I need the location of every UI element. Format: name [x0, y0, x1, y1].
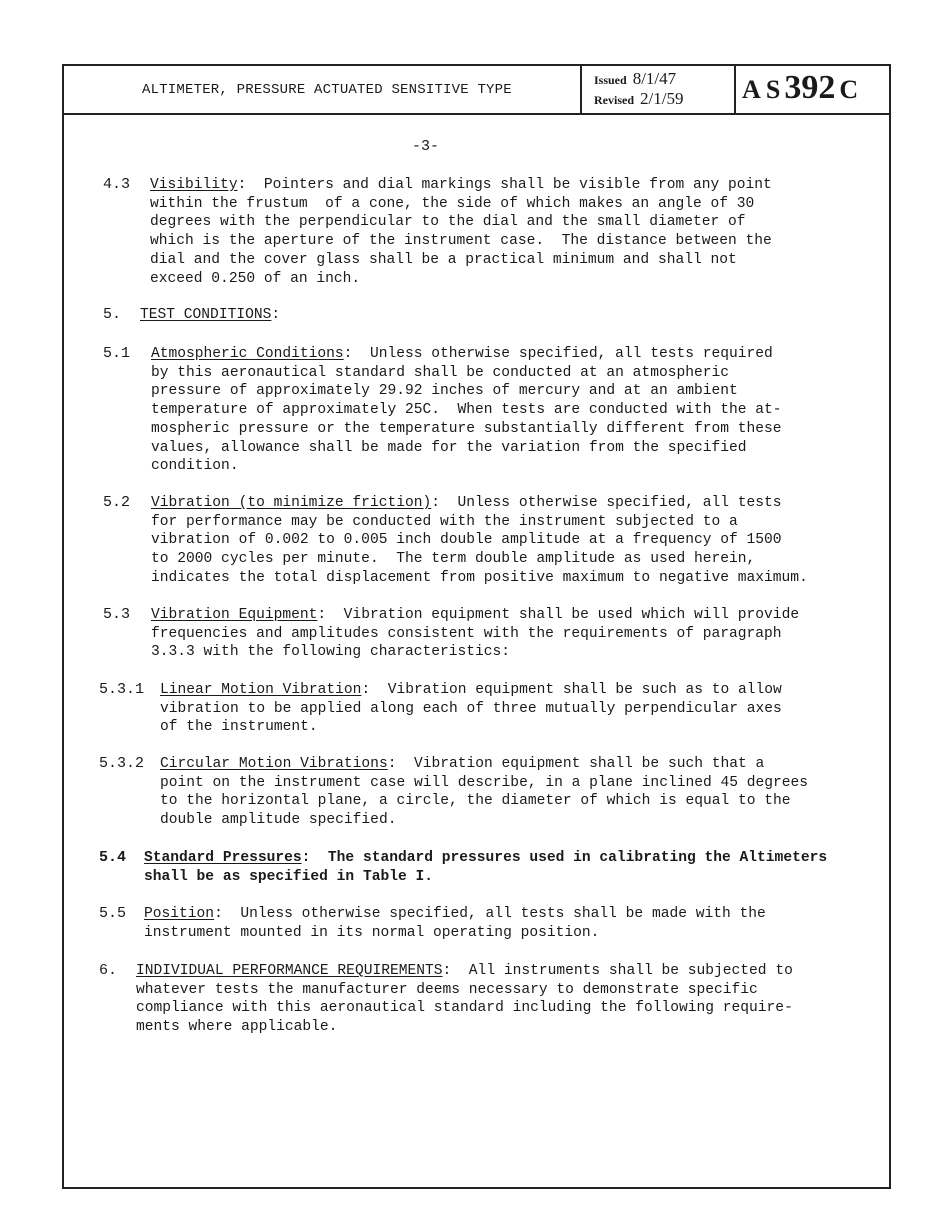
section-number: 6. [99, 962, 118, 979]
standard-code [742, 69, 858, 107]
section-5-5 [99, 905, 766, 942]
section-line: : Vibration equipment shall be such that a [387, 756, 765, 772]
section-heading: Vibration (to minimize friction) [151, 495, 432, 511]
section-line: point on the instrument case will describe, in a plane inclined 45 degrees [160, 774, 809, 791]
section-line: frequencies and amplitudes consistent with the requirements of paragraph [151, 625, 782, 642]
revised-row [594, 89, 683, 109]
standard-code-suffix: C [839, 75, 859, 104]
section-body [160, 681, 782, 737]
section-5-2 [103, 494, 808, 588]
section-5 [103, 306, 280, 325]
section-line: shall be as specified in Table I. [144, 868, 434, 885]
section-line: degrees with the perpendicular to the dial and the small diameter of [150, 214, 746, 231]
section-number: 5.4 [99, 849, 127, 866]
section-line: within the frustum of a cone, the side of which makes an angle of 30 [150, 195, 755, 212]
section-line: compliance with this aeronautical standard including the following require- [136, 1000, 793, 1017]
section-body [144, 849, 827, 886]
section-line: temperature of approximately 25C. When tests are conducted with the at- [151, 402, 782, 419]
section-line: which is the aperture of the instrument case. The distance between the [150, 233, 772, 250]
section-line: by this aeronautical standard shall be conducted at an atmospheric [151, 364, 730, 381]
section-line: pressure of approximately 29.92 inches of mercury and at an ambient [151, 383, 738, 400]
section-heading: Position [144, 906, 215, 922]
section-5-4 [99, 849, 827, 886]
section-line: ments where applicable. [136, 1019, 338, 1036]
section-number: 5.1 [103, 345, 131, 362]
section-line: : All instruments shall be subjected to [442, 963, 793, 979]
section-line: to the horizontal plane, a circle, the diameter of which is equal to the [160, 793, 791, 810]
document-header [64, 66, 889, 115]
section-line: double amplitude specified. [160, 812, 397, 829]
section-line: to 2000 cycles per minute. The term double amplitude as used herein, [151, 551, 756, 568]
section-heading: TEST CONDITIONS [140, 307, 272, 323]
section-number: 5.3.2 [99, 755, 145, 772]
section-line: : Pointers and dial markings shall be visible from any point [237, 177, 772, 193]
section-body [151, 345, 782, 476]
section-5-3-1 [99, 681, 782, 737]
section-number: 4.3 [103, 176, 131, 193]
revised-label: Revised [594, 93, 634, 107]
section-body [144, 905, 766, 942]
section-line: dial and the cover glass shall be a practical minimum and shall not [150, 251, 737, 268]
section-number: 5. [103, 306, 122, 323]
section-body [151, 606, 799, 662]
section-line: of the instrument. [160, 719, 318, 736]
page-number: -3- [412, 138, 440, 155]
section-line: : Vibration equipment shall be such as to allow [361, 682, 782, 698]
issued-date: 8/1/47 [632, 69, 677, 88]
section-body [160, 755, 808, 830]
section-line: : Unless otherwise specified, all tests required [343, 346, 773, 362]
section-number: 5.3.1 [99, 681, 145, 698]
section-heading: Circular Motion Vibrations [160, 756, 388, 772]
section-line: mospheric pressure or the temperature substantially different from these [151, 420, 782, 437]
section-line: values, allowance shall be made for the variation from the specified [151, 439, 747, 456]
issue-dates-box [580, 66, 736, 113]
section-line: : Unless otherwise specified, all tests shall be made with the [214, 906, 766, 922]
section-heading: Linear Motion Vibration [160, 682, 362, 698]
section-suffix: : [271, 307, 281, 323]
section-line: : The standard pressures used in calibrating the Altimeters [301, 850, 828, 866]
section-body [151, 494, 808, 588]
section-number: 5.5 [99, 905, 127, 922]
section-line: exceed 0.250 of an inch. [150, 270, 361, 287]
issued-label: Issued [594, 73, 627, 87]
section-heading: INDIVIDUAL PERFORMANCE REQUIREMENTS [136, 963, 443, 979]
revised-date: 2/1/59 [640, 89, 684, 108]
section-heading: Atmospheric Conditions [151, 346, 344, 362]
section-5-3-2 [99, 755, 808, 830]
section-number: 5.2 [103, 494, 131, 511]
section-number: 5.3 [103, 606, 131, 623]
section-heading: Vibration Equipment [151, 607, 318, 623]
section-body [140, 306, 280, 325]
document-title: ALTIMETER, PRESSURE ACTUATED SENSITIVE TYPE [142, 82, 512, 98]
section-line: : Vibration equipment shall be used which will provide [317, 607, 800, 623]
standard-code-number: 392 [784, 69, 836, 106]
section-body [136, 962, 793, 1037]
section-line: : Unless otherwise specified, all tests [431, 495, 782, 511]
section-6 [99, 962, 793, 1037]
section-5-1 [103, 345, 782, 476]
section-body [150, 176, 772, 288]
section-line: 3.3.3 with the following characteristics: [151, 644, 511, 661]
section-4-3 [103, 176, 772, 288]
section-line: vibration to be applied along each of three mutually perpendicular axes [160, 700, 782, 717]
section-line: whatever tests the manufacturer deems necessary to demonstrate specific [136, 981, 758, 998]
section-5-3 [103, 606, 799, 662]
section-heading: Visibility [150, 177, 238, 193]
section-line: instrument mounted in its normal operating position. [144, 924, 600, 941]
section-heading: Standard Pressures [144, 850, 302, 866]
section-line: indicates the total displacement from positive maximum to negative maximum. [151, 569, 808, 586]
section-line: for performance may be conducted with the instrument subjected to a [151, 513, 738, 530]
section-line: vibration of 0.002 to 0.005 inch double amplitude at a frequency of 1500 [151, 532, 782, 549]
standard-code-prefix: A S [742, 75, 781, 104]
issued-row [594, 69, 676, 89]
section-line: condition. [151, 458, 239, 475]
